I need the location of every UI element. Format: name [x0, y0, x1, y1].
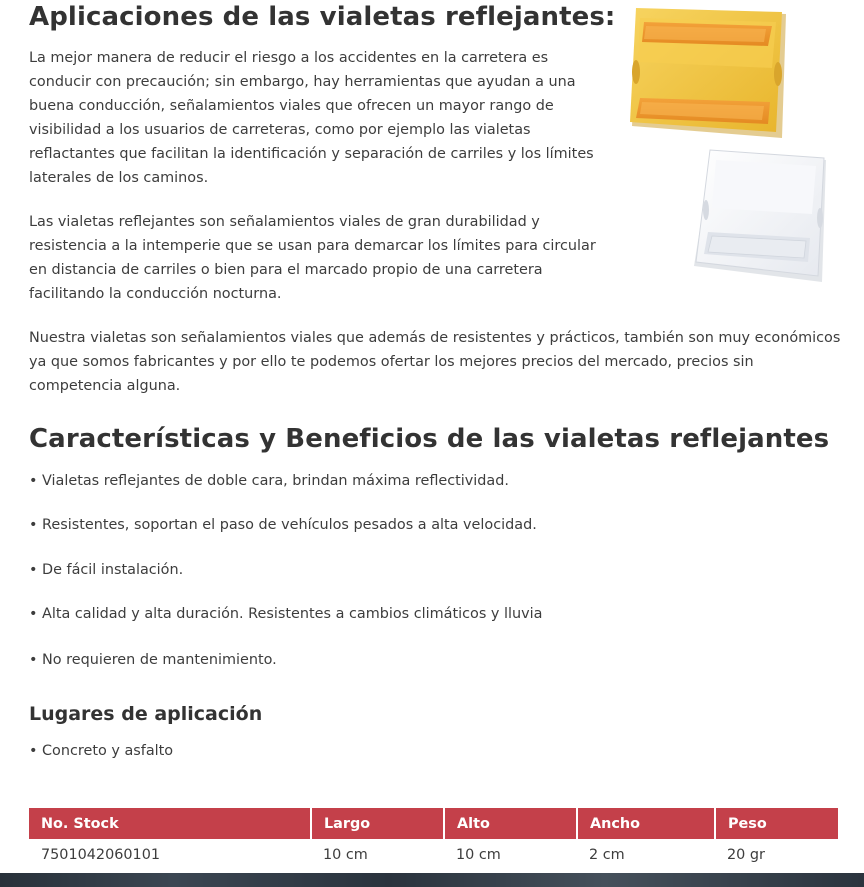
list-item: [29, 740, 173, 762]
aplicaciones-title: Aplicaciones de las vialetas reflejantes:: [29, 2, 616, 32]
lugares-title: Lugares de aplicación: [29, 703, 263, 725]
bullet-icon: •: [29, 517, 38, 533]
paragraph-line: competencia alguna.: [29, 378, 181, 394]
table-cell-alto: 10 cm: [456, 846, 501, 863]
list-item: [29, 514, 537, 536]
aplicaciones-paragraph-2: [29, 210, 599, 306]
yellow-marker-image: [626, 2, 806, 140]
list-item-text: Alta calidad y alta duración. Resistentes a cambios climáticos y lluvia: [42, 606, 543, 622]
white-marker-image: [690, 148, 840, 286]
paragraph-line: en distancia de carriles o bien para el marcado propio de una carretera: [29, 262, 543, 278]
list-item: [29, 603, 542, 625]
stock-table: [29, 808, 838, 870]
footer-background-strip: [0, 873, 864, 887]
list-item: [29, 470, 509, 492]
aplicaciones-paragraph-3: [29, 326, 844, 398]
paragraph-line: laterales de los caminos.: [29, 170, 209, 186]
bullet-icon: •: [29, 473, 38, 489]
caracteristicas-title: Características y Beneficios de las vialetas reflejantes: [29, 424, 830, 454]
table-cell-peso: 20 gr: [727, 846, 765, 863]
column-header-stock: No. Stock: [29, 808, 311, 839]
list-item-text: Concreto y asfalto: [42, 743, 174, 759]
bullet-icon: •: [29, 562, 38, 578]
paragraph-line: resistencia a la intemperie que se usan para demarcar los límites para circular: [29, 238, 596, 254]
column-header-alto: Alto: [444, 808, 577, 839]
bullet-icon: •: [29, 652, 38, 668]
table-cell-stock: 7501042060101: [41, 846, 161, 863]
column-header-peso: Peso: [715, 808, 838, 839]
list-item-text: De fácil instalación.: [42, 562, 184, 578]
list-item-text: No requieren de mantenimiento.: [42, 652, 277, 668]
paragraph-line: facilitando la conducción nocturna.: [29, 286, 282, 302]
paragraph-line: Las vialetas reflejantes son señalamientos viales de gran durabilidad y: [29, 214, 540, 230]
table-row: [29, 839, 838, 870]
paragraph-line: buena conducción, señalamientos viales que ofrecen un mayor rango de: [29, 98, 554, 114]
paragraph-line: conducir con precaución; sin embargo, hay herramientas que ayudan a una: [29, 74, 576, 90]
paragraph-line: reflactantes que facilitan la identificación y separación de carriles y los límites: [29, 146, 594, 162]
paragraph-line: visibilidad a los usuarios de carreteras, como por ejemplo las vialetas: [29, 122, 531, 138]
paragraph-line: Nuestra vialetas son señalamientos viales que además de resistentes y prácticos, también son muy económicos: [29, 330, 841, 346]
bullet-icon: •: [29, 743, 38, 759]
aplicaciones-paragraph-1: [29, 46, 599, 190]
table-cell-largo: 10 cm: [323, 846, 368, 863]
list-item-text: Resistentes, soportan el paso de vehículos pesados a alta velocidad.: [42, 517, 537, 533]
table-header-row: [29, 808, 838, 839]
column-header-largo: Largo: [311, 808, 444, 839]
list-item: [29, 649, 277, 671]
column-header-ancho: Ancho: [577, 808, 715, 839]
list-item-text: Vialetas reflejantes de doble cara, brindan máxima reflectividad.: [42, 473, 509, 489]
paragraph-line: La mejor manera de reducir el riesgo a los accidentes en la carretera es: [29, 50, 549, 66]
paragraph-line: ya que somos fabricantes y por ello te podemos ofertar los mejores precios del mercado, precios sin: [29, 354, 754, 370]
table-cell-ancho: 2 cm: [589, 846, 625, 863]
list-item: [29, 559, 183, 581]
bullet-icon: •: [29, 606, 38, 622]
